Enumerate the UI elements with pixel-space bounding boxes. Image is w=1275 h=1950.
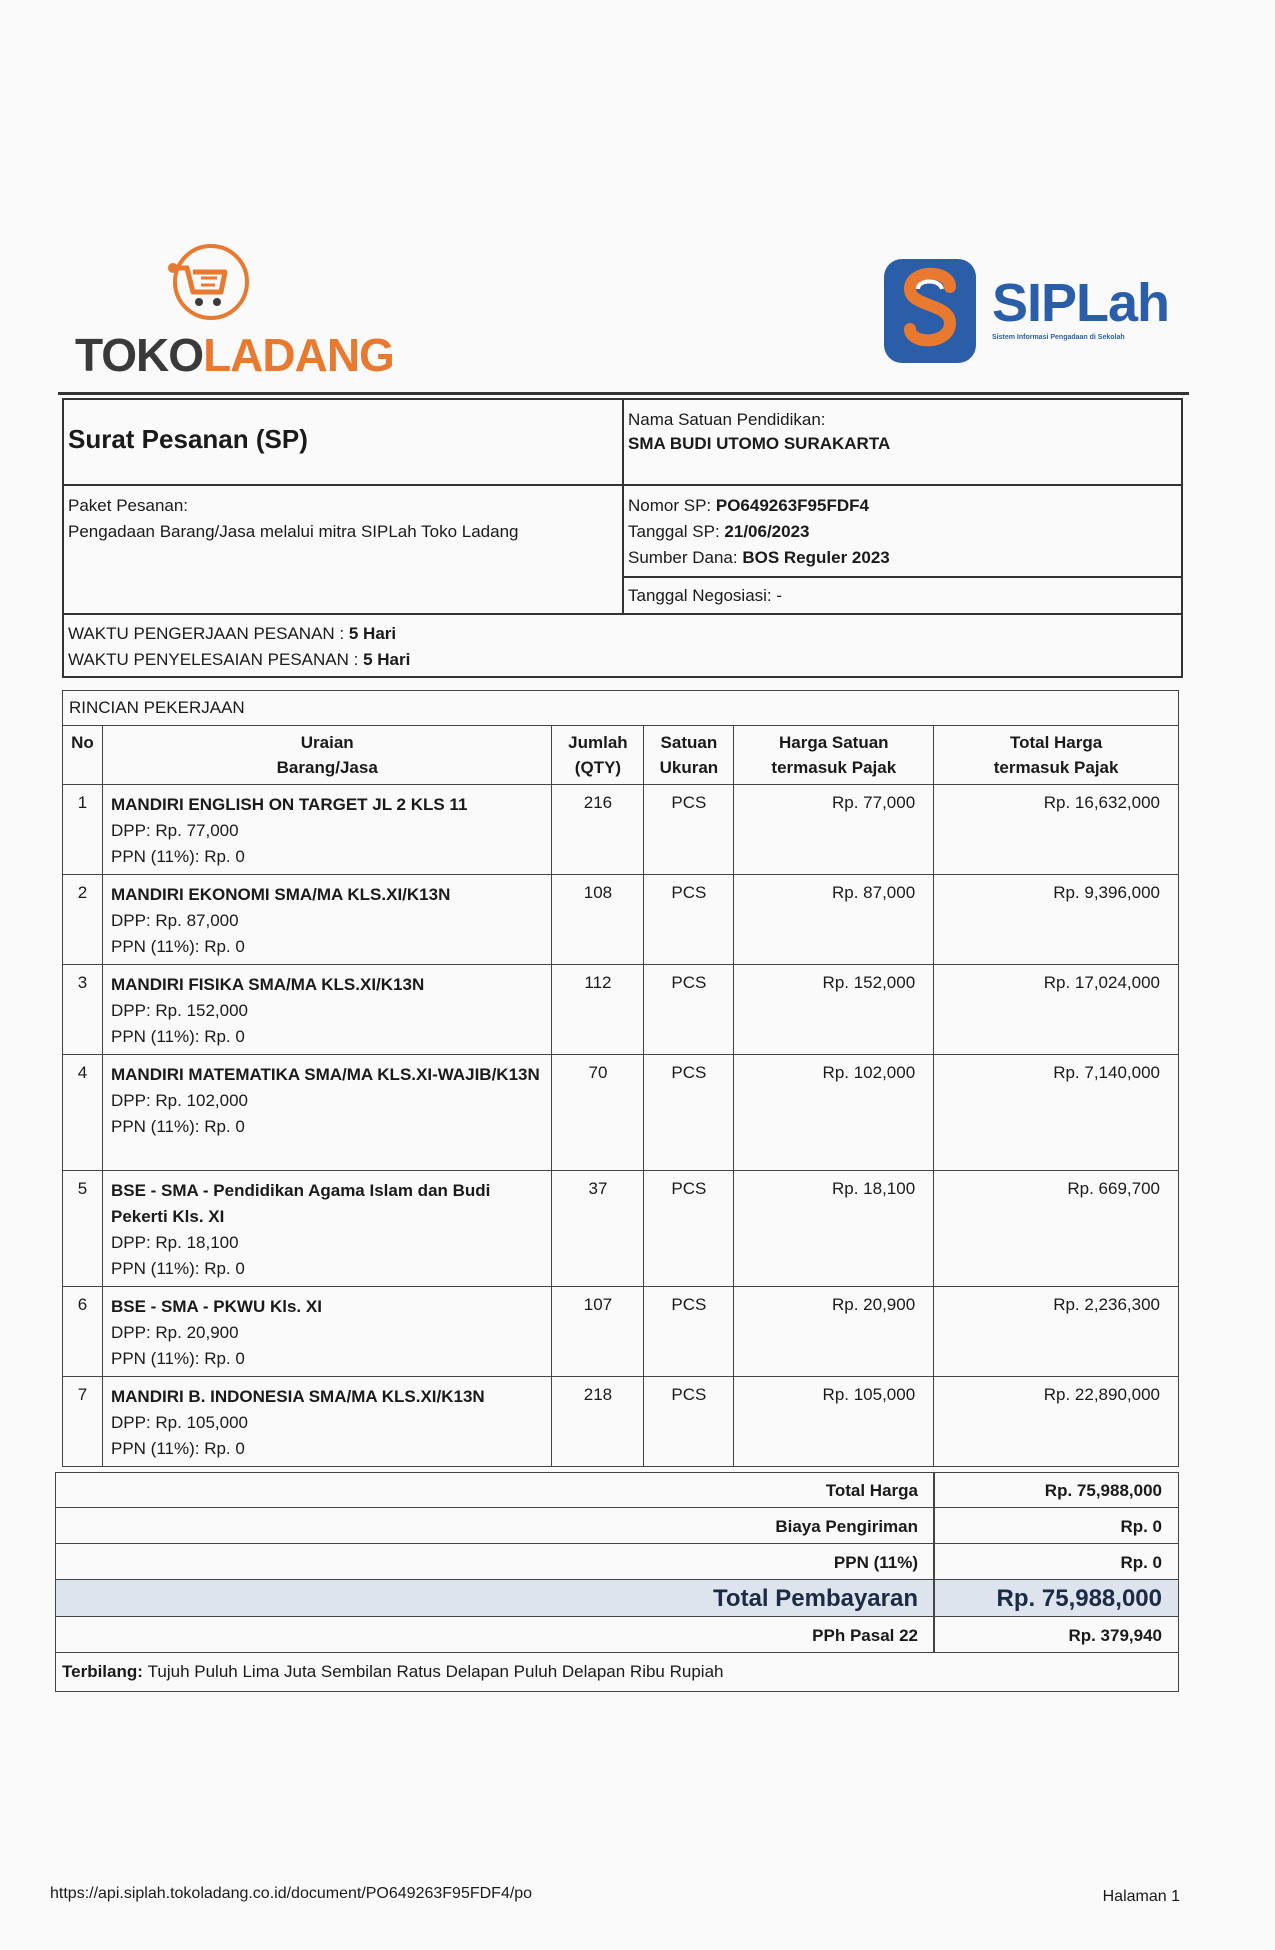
pph-label: PPh Pasal 22 bbox=[812, 1626, 918, 1645]
item-price: Rp. 20,900 bbox=[734, 1287, 934, 1377]
page-title: Surat Pesanan (SP) bbox=[68, 424, 308, 454]
pembayaran-value: Rp. 75,988,000 bbox=[996, 1585, 1162, 1612]
summary-total-harga bbox=[55, 1472, 1179, 1508]
item-dpp: DPP: Rp. 102,000 bbox=[110, 1091, 249, 1110]
item-qty: 107 bbox=[552, 1287, 644, 1377]
item-dpp: DPP: Rp. 77,000 bbox=[110, 821, 239, 840]
item-unit: PCS bbox=[644, 875, 734, 965]
item-price: Rp. 87,000 bbox=[734, 875, 934, 965]
summary-total-pembayaran bbox=[55, 1579, 1179, 1617]
item-dpp: DPP: Rp. 105,000 bbox=[110, 1413, 249, 1432]
item-ppn: PPN (11%): Rp. 0 bbox=[110, 937, 245, 956]
item-total: Rp. 16,632,000 bbox=[934, 785, 1179, 875]
rincian-title: RINCIAN PEKERJAAN bbox=[69, 698, 245, 717]
header-top-rule bbox=[58, 392, 1189, 395]
tanggal-sp: Tanggal SP: 21/06/2023 bbox=[628, 522, 810, 541]
negosiasi-divider bbox=[622, 576, 1183, 578]
item-ppn: PPN (11%): Rp. 0 bbox=[110, 1027, 245, 1046]
item-price: Rp. 105,000 bbox=[734, 1377, 934, 1467]
item-desc bbox=[102, 1171, 551, 1287]
col-satuan: Satuan Ukuran bbox=[644, 726, 734, 785]
item-no: 4 bbox=[63, 1055, 103, 1171]
item-desc bbox=[102, 1377, 551, 1467]
item-dpp: DPP: Rp. 87,000 bbox=[110, 911, 239, 930]
table-row bbox=[63, 965, 1179, 1055]
table-row bbox=[63, 1287, 1179, 1377]
table-row bbox=[63, 785, 1179, 875]
item-desc bbox=[102, 965, 551, 1055]
biaya-label: Biaya Pengiriman bbox=[775, 1517, 918, 1536]
footer-page: Halaman 1 bbox=[1102, 1888, 1180, 1905]
cart-logo-icon bbox=[163, 240, 253, 325]
header-divider bbox=[622, 398, 624, 613]
paket-label: Paket Pesanan: bbox=[68, 496, 189, 515]
item-unit: PCS bbox=[644, 1287, 734, 1377]
item-unit: PCS bbox=[644, 1377, 734, 1467]
table-header-row bbox=[63, 726, 1179, 785]
biaya-value: Rp. 0 bbox=[1120, 1517, 1162, 1536]
table-row bbox=[63, 875, 1179, 965]
item-unit: PCS bbox=[644, 965, 734, 1055]
nomor-sp: Nomor SP: PO649263F95FDF4 bbox=[628, 496, 869, 515]
item-name: MANDIRI MATEMATIKA SMA/MA KLS.XI-WAJIB/K13N bbox=[110, 1065, 540, 1084]
item-ppn: PPN (11%): Rp. 0 bbox=[110, 847, 245, 866]
tokoladang-logo bbox=[75, 240, 394, 381]
total-harga-value: Rp. 75,988,000 bbox=[1044, 1481, 1162, 1500]
item-qty: 216 bbox=[552, 785, 644, 875]
item-ppn: PPN (11%): Rp. 0 bbox=[110, 1117, 245, 1136]
tanggal-negosiasi: Tanggal Negosiasi: - bbox=[628, 586, 783, 605]
terbilang-text: Terbilang: Tujuh Puluh Lima Juta Sembilan Ratus Delapan Puluh Delapan Ribu Rupiah bbox=[62, 1662, 724, 1681]
header-border-left bbox=[62, 398, 64, 678]
item-price: Rp. 152,000 bbox=[734, 965, 934, 1055]
col-jumlah: Jumlah (QTY) bbox=[552, 726, 644, 785]
col-harga: Harga Satuan termasuk Pajak bbox=[734, 726, 934, 785]
pembayaran-label: Total Pembayaran bbox=[713, 1585, 918, 1612]
table-row bbox=[63, 1055, 1179, 1171]
item-no: 1 bbox=[63, 785, 103, 875]
item-ppn: PPN (11%): Rp. 0 bbox=[110, 1439, 245, 1458]
ppn-label: PPN (11%) bbox=[833, 1553, 918, 1572]
summary-biaya bbox=[55, 1507, 1179, 1544]
header-border-bottom bbox=[62, 676, 1183, 678]
item-name: BSE - SMA - Pendidikan Agama Islam dan Budi Pekerti Kls. XI bbox=[110, 1181, 491, 1226]
item-qty: 70 bbox=[552, 1055, 644, 1171]
item-ppn: PPN (11%): Rp. 0 bbox=[110, 1259, 245, 1278]
items-table bbox=[62, 725, 1179, 1467]
col-uraian: Uraian Barang/Jasa bbox=[102, 726, 551, 785]
total-harga-label: Total Harga bbox=[825, 1481, 918, 1500]
col-no: No bbox=[63, 726, 103, 785]
siplah-logo bbox=[880, 250, 1190, 375]
item-name: MANDIRI EKONOMI SMA/MA KLS.XI/K13N bbox=[110, 885, 451, 904]
item-desc bbox=[102, 1055, 551, 1171]
item-qty: 218 bbox=[552, 1377, 644, 1467]
table-row bbox=[63, 1171, 1179, 1287]
item-no: 7 bbox=[63, 1377, 103, 1467]
item-price: Rp. 77,000 bbox=[734, 785, 934, 875]
item-price: Rp. 102,000 bbox=[734, 1055, 934, 1171]
siplah-emblem-icon bbox=[880, 255, 980, 367]
item-qty: 37 bbox=[552, 1171, 644, 1287]
header-row-divider bbox=[62, 484, 1183, 486]
table-row bbox=[63, 1377, 1179, 1467]
item-dpp: DPP: Rp. 18,100 bbox=[110, 1233, 239, 1252]
waktu-pengerjaan: WAKTU PENGERJAAN PESANAN : 5 Hari bbox=[68, 624, 397, 643]
item-no: 2 bbox=[63, 875, 103, 965]
item-no: 5 bbox=[63, 1171, 103, 1287]
item-total: Rp. 9,396,000 bbox=[934, 875, 1179, 965]
header-border-right bbox=[1181, 398, 1183, 678]
item-total: Rp. 7,140,000 bbox=[934, 1055, 1179, 1171]
item-ppn: PPN (11%): Rp. 0 bbox=[110, 1349, 245, 1368]
item-dpp: DPP: Rp. 152,000 bbox=[110, 1001, 249, 1020]
col-total: Total Harga termasuk Pajak bbox=[934, 726, 1179, 785]
sumber-dana: Sumber Dana: BOS Reguler 2023 bbox=[628, 548, 890, 567]
item-unit: PCS bbox=[644, 785, 734, 875]
item-name: BSE - SMA - PKWU Kls. XI bbox=[110, 1297, 322, 1316]
item-total: Rp. 17,024,000 bbox=[934, 965, 1179, 1055]
item-qty: 112 bbox=[552, 965, 644, 1055]
item-name: MANDIRI FISIKA SMA/MA KLS.XI/K13N bbox=[110, 975, 425, 994]
item-no: 3 bbox=[63, 965, 103, 1055]
satuan-value: SMA BUDI UTOMO SURAKARTA bbox=[628, 434, 891, 453]
rincian-header bbox=[62, 690, 1179, 725]
item-unit: PCS bbox=[644, 1171, 734, 1287]
siplah-wordmark: SIPLah bbox=[992, 273, 1170, 333]
pph-value: Rp. 379,940 bbox=[1068, 1626, 1162, 1645]
siplah-tagline: Sistem Informasi Pengadaan di Sekolah bbox=[992, 334, 1125, 341]
item-total: Rp. 2,236,300 bbox=[934, 1287, 1179, 1377]
summary-pph bbox=[55, 1616, 1179, 1653]
item-price: Rp. 18,100 bbox=[734, 1171, 934, 1287]
item-total: Rp. 669,700 bbox=[934, 1171, 1179, 1287]
item-total: Rp. 22,890,000 bbox=[934, 1377, 1179, 1467]
item-unit: PCS bbox=[644, 1055, 734, 1171]
waktu-divider bbox=[62, 613, 1183, 615]
ppn-value: Rp. 0 bbox=[1120, 1553, 1162, 1572]
item-name: MANDIRI B. INDONESIA SMA/MA KLS.XI/K13N bbox=[110, 1387, 485, 1406]
paket-value: Pengadaan Barang/Jasa melalui mitra SIPLah Toko Ladang bbox=[68, 522, 519, 541]
summary-ppn bbox=[55, 1543, 1179, 1580]
footer-url: https://api.siplah.tokoladang.co.id/document/PO649263F95FDF4/po bbox=[50, 1885, 533, 1902]
item-desc bbox=[102, 1287, 551, 1377]
tokoladang-wordmark: TOKOLADANG bbox=[75, 329, 394, 381]
satuan-label: Nama Satuan Pendidikan: bbox=[628, 410, 826, 429]
item-name: MANDIRI ENGLISH ON TARGET JL 2 KLS 11 bbox=[110, 795, 468, 814]
summary-terbilang bbox=[55, 1652, 1179, 1692]
waktu-penyelesaian: WAKTU PENYELESAIAN PESANAN : 5 Hari bbox=[68, 650, 411, 669]
item-dpp: DPP: Rp. 20,900 bbox=[110, 1323, 239, 1342]
item-no: 6 bbox=[63, 1287, 103, 1377]
item-desc bbox=[102, 785, 551, 875]
item-qty: 108 bbox=[552, 875, 644, 965]
item-desc bbox=[102, 875, 551, 965]
